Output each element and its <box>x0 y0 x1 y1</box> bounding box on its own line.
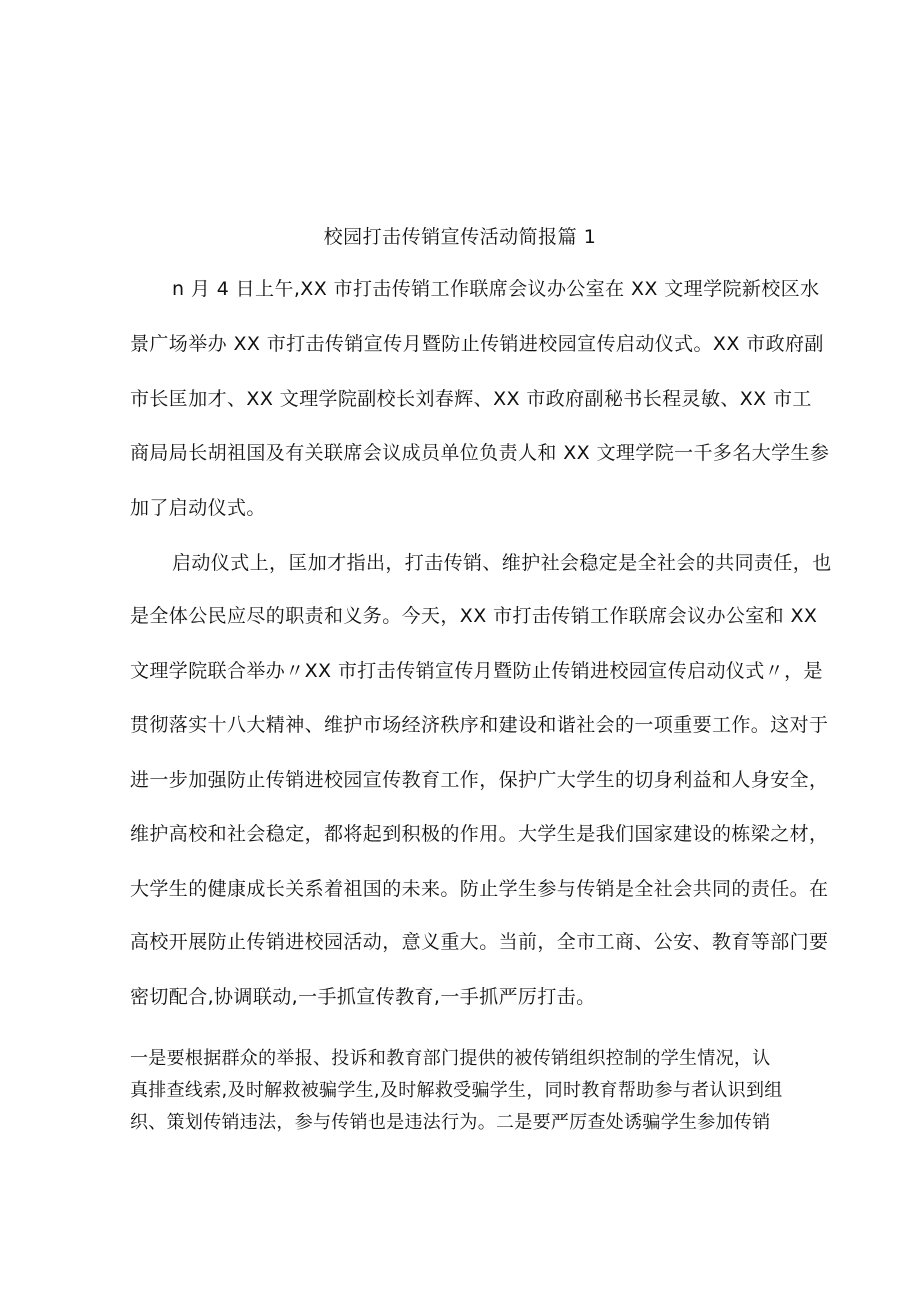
paragraph-line: 一是要根据群众的举报、投诉和教育部门提供的被传销组织控制的学生情况，认 <box>130 1048 771 1069</box>
paragraph-line: 是全体公民应尽的职责和义务。今天，XX 市打击传销工作联席会议办公室和 XX <box>130 605 818 627</box>
document-title: 校园打击传销宣传活动简报篇 1 <box>323 226 597 248</box>
paragraph-line: 织、策划传销违法，参与传销也是违法行为。二是要严厉查处诱骗学生参加传销 <box>130 1112 771 1133</box>
paragraph-line: 加了启动仪式。 <box>130 497 266 519</box>
paragraph-line: n 月 4 日上午,XX 市打击传销工作联席会议办公室在 XX 文理学院新校区水 <box>172 278 820 300</box>
paragraph-line: 真排查线索,及时解救被骗学生,及时解救受骗学生，同时教育帮助参与者认识到组 <box>130 1080 783 1101</box>
paragraph-line: 商局局长胡祖国及有关联席会议成员单位负责人和 XX 文理学院一千多名大学生参 <box>130 442 830 464</box>
paragraph-line: 密切配合,协调联动,一手抓宣传教育,一手抓严厉打击。 <box>130 986 596 1008</box>
paragraph-line: 文理学院联合举办〃XX 市打击传销宣传月暨防止传销进校园宣传启动仪式〃，是 <box>130 660 823 682</box>
paragraph-line: 高校开展防止传销进校园活动，意义重大。当前，全市工商、公安、教育等部门要 <box>130 931 829 953</box>
paragraph-line: 贯彻落实十八大精神、维护市场经济秩序和建设和谐社会的一项重要工作。这对于 <box>130 714 829 736</box>
paragraph-line: 进一步加强防止传销进校园宣传教育工作，保护广大学生的切身利益和人身安全， <box>130 769 829 791</box>
paragraph-line: 启动仪式上，匡加才指出，打击传销、维护社会稳定是全社会的共同责任，也 <box>172 552 832 574</box>
paragraph-line: 市长匡加才、XX 文理学院副校长刘春辉、XX 市政府副秘书长程灵敏、XX 市工 <box>130 388 812 410</box>
paragraph-line: 景广场举办 XX 市打击传销宣传月暨防止传销进校园宣传启动仪式。XX 市政府副 <box>130 333 824 355</box>
paragraph-line: 维护高校和社会稳定，都将起到积极的作用。大学生是我们国家建设的栋梁之材， <box>130 823 829 845</box>
paragraph-line: 大学生的健康成长关系着祖国的未来。防止学生参与传销是全社会共同的责任。在 <box>130 878 829 900</box>
